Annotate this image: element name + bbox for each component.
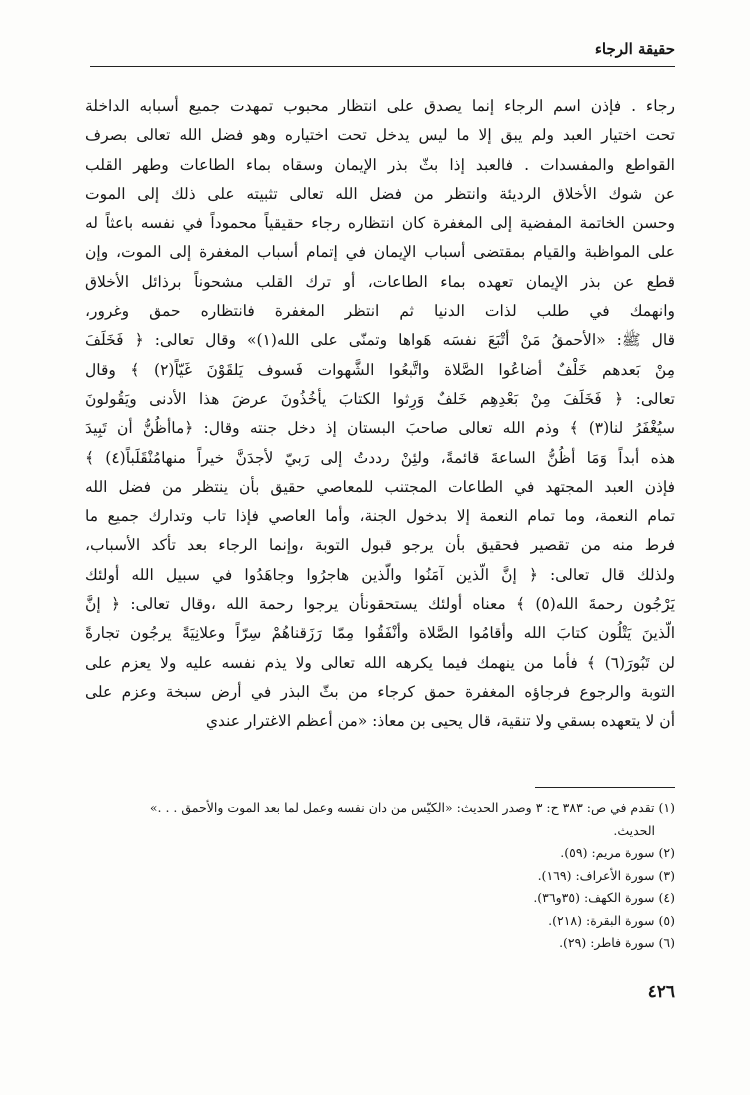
- body-line: التوبة والرجوع فرجاؤه المغفرة حمق كرجاء من بثّ البذر في أرض سبخة وعزم على: [85, 682, 675, 701]
- body-line: ولذلك قال تعالى: ﴿ إنَّ الّذين آمَنُوا والّذين هاجرُوا وجاهَدُوا في سبيل الله أولئك: [85, 565, 675, 584]
- body-text: [85, 92, 675, 737]
- footnote-5: (٥) سورة البقرة: (٢١٨).: [548, 912, 675, 928]
- body-line: قال ﷺ: «الأحمقُ مَنْ أتْبَعَ نفسَه هَواها وتمنّى على الله(١)» وقال تعالى: ﴿ فَخَلَفَ: [85, 331, 675, 350]
- body-line: هذه أبداً وَمَا أظُنُّ الساعةَ قائمةً، ولئِنْ رددتُ إلى رَبيّ لأجدَنَّ خيراً منهامُنْقَلَباً(٤) ﴾: [85, 448, 675, 467]
- body-line: تمام النعمة، وما تمام النعمة إلا بدخول الجنة، وأما العاصي فإذا تاب وتدارك جميع ما: [85, 507, 675, 526]
- footnote-4: (٤) سورة الكهف: (٣٥و٣٦).: [533, 890, 675, 905]
- body-line: وانهمك في طلب لذات الدنيا ثم انتظر المغفرة فانتظاره حمق وغرور،: [85, 302, 675, 321]
- body-line: لن تَبُورَ(٦) ﴾ فأما من ينهمك فيما يكرهه الله تعالى ولا يذم نفسه عليه ولا يعزم على: [85, 653, 675, 672]
- footnote-separator: [535, 787, 675, 788]
- footnote-1: (١) تقدم في ص: ٣٨٣ ح: ٣ وصدر الحديث: «الكيّس من دان نفسه وعمل لما بعد الموت والأحمق . . .»: [149, 800, 675, 815]
- body-line: أن لا يتعهده بسقي ولا تنقية، قال يحيى بن معاذ: «من أعظم الاغترار عندي: [205, 712, 675, 731]
- body-line: يَرْجُون رحمةَ الله(٥) ﴾ معناه أولئك يستحقونأن يرجوا رحمة الله ،وقال تعالى: ﴿ إنَّ: [85, 595, 675, 614]
- body-line: على المواظبة والقيام بمقتضى أسباب الإيمان في إتمام أسباب المغفرة إلى الموت، وإن: [85, 243, 675, 262]
- body-line: تحت اختيار العبد ولم يبق إلا ما ليس يدخل تحت اختياره وهو فضل الله تعالى بصرف: [85, 126, 675, 145]
- footnotes: [85, 797, 675, 955]
- body-line: الّذينَ يَتْلُون كتابَ الله وأقامُوا الصَّلاة وأنْفَقُوا مِمّا رَزَقناهُمْ سِرّاً وعلانِيَةً يرجُون تجارةً: [85, 624, 675, 643]
- footnote-3: (٣) سورة الأعراف: (١٦٩).: [537, 867, 675, 883]
- header-rule: [90, 66, 675, 67]
- body-line: سيُغْفَرُ لنا(٣) ﴾ وذم الله تعالى صاحبَ البستان إذ دخل جنته وقال: ﴿ماأظُنُّ أن تَبِيدَ: [85, 419, 675, 438]
- body-line: رجاء . فإذن اسم الرجاء إنما يصدق على انتظار محبوب تمهدت جميع أسبابه الداخلة: [85, 97, 675, 115]
- body-line: عن شوك الأخلاق الرديئة وانتظر من فضل الله تعالى تثبيته على ذلك إلى الموت: [85, 184, 675, 203]
- footnote-6: (٦) سورة فاطر: (٢٩).: [559, 935, 675, 950]
- footnote-2: (٢) سورة مريم: (٥٩).: [560, 845, 675, 860]
- body-line: تعالى: ﴿ فَخَلَفَ مِنْ بَعْدِهِم خَلفٌ وَرِثوا الكتابَ يأخُذُونَ عرضَ هذا الأدنى ويَقُولونَ: [85, 389, 675, 408]
- body-line: قطع عن بذر الإيمان تعهده بماء الطاعات، أو ترك القلب مشحوناً برذائل الأخلاق: [85, 272, 675, 291]
- body-line: فرط منه من تقصير فحقيق بأن يرجو قبول التوبة ،وإنما الرجاء بعد تأكد الأسباب،: [85, 536, 675, 555]
- body-line: فإذن العبد المجتهد في الطاعات المجتنب للمعاصي حقيق بأن ينتظر من فضل الله: [85, 477, 675, 496]
- footnote-1-continuation: الحديث.: [613, 822, 655, 838]
- body-line: مِنْ بَعدهم خَلْفٌ أضاعُوا الصَّلاة واتَّبعُوا الشَّهوات فَسوف يَلقَوْنَ غَيّاً(٢) ﴾ وقال: [85, 360, 675, 379]
- body-line: القواطع والمفسدات . فالعبد إذا بثّ بذر الإيمان وسقاه بماء الطاعات وطهر القلب: [85, 155, 675, 174]
- body-line: وحسن الخاتمة المفضية إلى المغفرة كان انتظاره رجاء حقيقياً محموداً في نفسه باعثاً له: [85, 214, 675, 233]
- running-head-title: حقيقة الرجاء: [594, 40, 675, 58]
- page-number: ٤٢٦: [647, 982, 675, 1002]
